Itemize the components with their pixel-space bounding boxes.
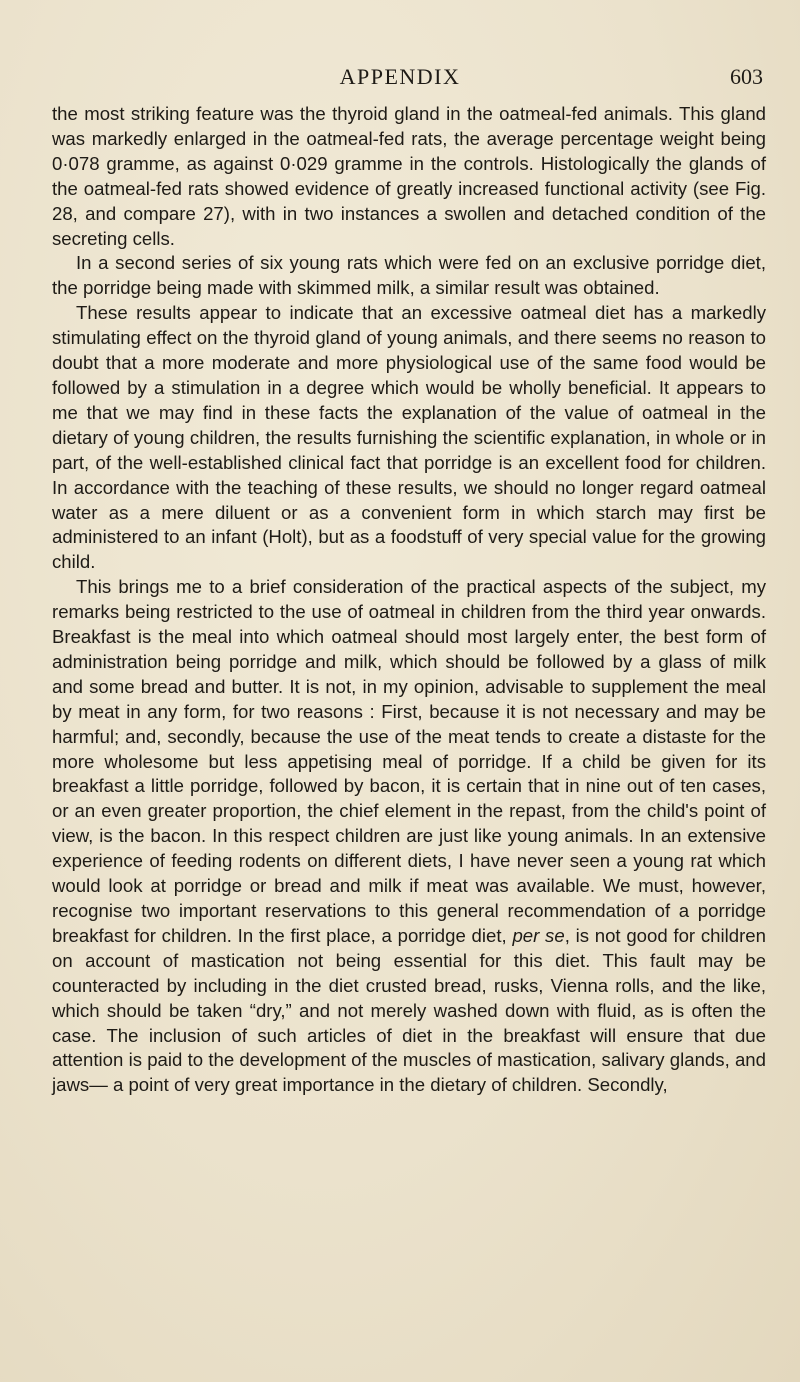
paragraph-4-text-b: , is not good for children on account of mastication not being essential for this diet. This fault may be counteracted by including in the diet crusted bread, rusks, Vienna rolls, and the like, which should be taken “dry,” and not merely washed down with fluid, as is often the case. The inclusion of such articles of diet in the breakfast will ensure that due attention is paid to the development of the muscles of mastication, salivary glands, and jaws— a point of very great importance in the dietary of children. Secondly, (52, 924, 766, 1096)
paragraph-4 (52, 575, 766, 1098)
page-number: 603 (730, 64, 763, 89)
page-header-title: APPENDIX (339, 64, 461, 89)
paragraph-4-italic-per-se: per se (512, 924, 565, 946)
paragraph-1: the most striking feature was the thyroid gland in the oatmeal-fed animals. This gland was markedly enlarged in the oatmeal-fed rats, the average percentage weight being 0·078 gramme, as against 0·029 gramme in the controls. Histologically the glands of the oatmeal-fed rats showed evidence of greatly increased functional activity (see Fig. 28, and compare 27), with in two instances a swollen and detached condition of the secreting cells. (52, 103, 766, 249)
body-text (52, 102, 766, 1098)
paragraph-2: In a second series of six young rats which were fed on an exclusive porridge diet, the porridge being made with skimmed milk, a similar result was obtained. (52, 252, 766, 299)
running-head (0, 64, 800, 94)
paragraph-4-text-a: This brings me to a brief consideration of the practical aspects of the subject, my remarks being restricted to the use of oatmeal in children from the third year onwards. Breakfast is the meal into which oatmeal should most largely enter, the best form of administration being porridge and milk, which should be followed by a glass of milk and some bread and butter. It is not, in my opinion, advisable to supplement the meal by meat in any form, for two reasons : First, because it is not necessary and may be harmful; and, secondly, because the use of the meat tends to create a distaste for the more wholesome but less appetising meal of porridge. If a child be given for its breakfast a little porridge, followed by bacon, it is certain that in nine out of ten cases, or an even greater proportion, the chief element in the repast, from the child's point of view, is the bacon. In this respect children are just like young animals. In an extensive experience of feeding rodents on different diets, I have never seen a young rat which would look at porridge or bread and milk if meat was available. We must, however, recognise two important reservations to this general recommendation of a porridge breakfast for children. In the first place, a porridge diet, (52, 576, 766, 946)
paragraph-3: These results appear to indicate that an excessive oatmeal diet has a markedly stimulating effect on the thyroid gland of young animals, and there seems no reason to doubt that a more moderate and more physiological use of the same food would be followed by a stimulation in a degree which would be wholly beneficial. It appears to me that we may find in these facts the explanation of the value of oatmeal in the dietary of young children, the results furnishing the scientific explanation, in whole or in part, of the well-established clinical fact that porridge is an excellent food for children. In accordance with the teaching of these results, we should no longer regard oatmeal water as a mere diluent or as a convenient form in which starch may first be administered to an infant (Holt), but as a foodstuff of very special value for the growing child. (52, 302, 766, 573)
